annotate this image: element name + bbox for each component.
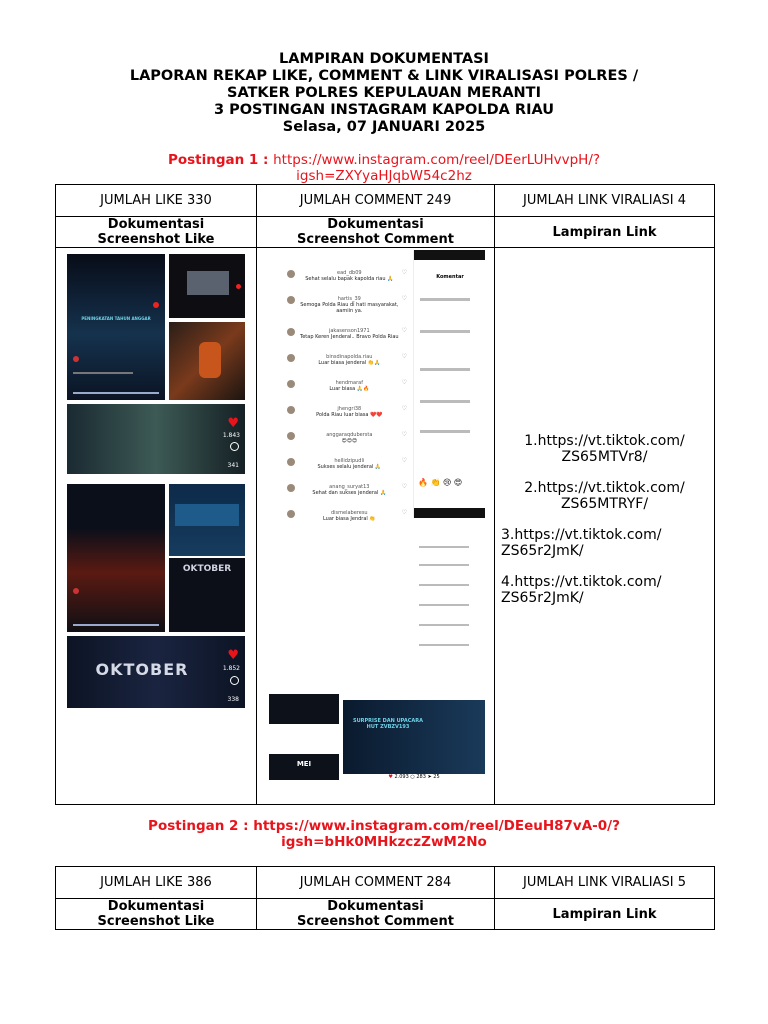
link-item-4[interactable] (501, 574, 708, 606)
post2-link-header: JUMLAH LINK VIRALIASI 5 (495, 867, 715, 899)
like-screenshot-2 (169, 254, 245, 318)
comment-author: jakasenson1971 (328, 328, 370, 334)
avatar (287, 354, 295, 362)
post2-like-header: JUMLAH LIKE 386 (56, 867, 257, 899)
post2-url-link-2[interactable]: igsh=bHk0MHkzczZwM2No (281, 834, 487, 850)
heart-icon (153, 302, 159, 308)
comment-item (287, 458, 407, 470)
stats-likes: 2.093 (394, 774, 409, 780)
comment-screenshot-right-1 (413, 250, 485, 518)
heart-icon (236, 284, 241, 289)
comment-screenshot-right-2 (413, 534, 485, 684)
like-screenshot-5 (67, 484, 165, 632)
stats-shares: 25 (433, 774, 440, 780)
komentar-title: Komentar (436, 274, 464, 280)
comment-item (287, 510, 407, 522)
comment-icon (230, 676, 239, 685)
comment-line (419, 584, 469, 586)
like-icon: ♡ (401, 509, 407, 516)
comment-line (420, 298, 470, 301)
comment-line (420, 330, 470, 333)
post1-table (55, 184, 715, 805)
comment-text: Tetap Keren Jenderal.. Bravo Polda Riau (300, 334, 399, 340)
link-item-3[interactable] (501, 527, 708, 559)
comment-item (287, 484, 407, 496)
comment-screenshot-stats (343, 774, 485, 804)
header-line-1: LAMPIRAN DOKUMENTASI (279, 51, 489, 67)
comment-author: jhengri38 (337, 406, 362, 412)
comment-screenshot-post-3 (343, 700, 485, 774)
link-2-part-b[interactable]: ZS65MTRYF/ (560, 496, 649, 512)
video-thumbnail (175, 504, 239, 526)
comment-item (287, 432, 407, 444)
screenshot-panel-text: PENINGKATAN TAHUN ANGGAR (81, 316, 151, 321)
avatar (287, 270, 295, 278)
post1-lampiran: Lampiran Link (495, 217, 715, 248)
header-line-2: LAPORAN REKAP LIKE, COMMENT & LINK VIRALISASI POLRES / (129, 68, 639, 84)
comment-screenshot-post-2 (269, 754, 339, 804)
comment-line (419, 604, 469, 606)
post2-doc-comment-line1: Dokumentasi (327, 899, 424, 914)
post1-comment-header: JUMLAH COMMENT 249 (257, 185, 495, 217)
comment-author: ead_db09 (337, 270, 362, 276)
comment-item (287, 380, 407, 392)
status-bar (414, 250, 485, 260)
avatar (73, 356, 79, 362)
comment-icon (230, 442, 239, 451)
comment-text: Luar biasa 🙏🔥 (329, 386, 370, 392)
like-screenshot-7 (169, 558, 245, 632)
nav-bar (414, 508, 485, 518)
post1-doc-comment (257, 217, 495, 248)
comment-author: hellidzipudli (334, 458, 365, 464)
avatar (287, 328, 295, 336)
post2-comment-header: JUMLAH COMMENT 284 (257, 867, 495, 899)
person-figure (199, 342, 221, 378)
like-icon: ♡ (401, 457, 407, 464)
like-count: 1.852 (222, 665, 240, 672)
like-screenshot-3 (169, 322, 245, 400)
post2-table (55, 866, 715, 930)
post1-doc-comment-line2: Screenshot Comment (297, 232, 454, 247)
comment-author: dismelaberesu (330, 510, 368, 516)
avatar (287, 432, 295, 440)
like-icon: ♡ (401, 327, 407, 334)
progress-bar (73, 624, 159, 626)
post2-url-link[interactable]: https://www.instagram.com/reel/DEeuH87vA-0/? (253, 818, 620, 834)
post1-like-screenshots (56, 248, 257, 805)
post2-doc-comment-line2: Screenshot Comment (297, 914, 454, 929)
comment-line (420, 430, 470, 433)
like-icon: ♡ (401, 483, 407, 490)
post2-lampiran: Lampiran Link (495, 899, 715, 930)
like-icon: ♡ (401, 379, 407, 386)
comment-line (419, 644, 469, 646)
comment-line (419, 546, 469, 548)
post1-link-header: JUMLAH LINK VIRALIASI 4 (495, 185, 715, 217)
comment-text: Luar biasa Jendral 👏 (322, 516, 376, 522)
comment-text: Semoga Polda Riau di hati masyarakat, aamiin ya. (300, 302, 399, 314)
like-icon: ♡ (401, 431, 407, 438)
emoji-row: 🔥 👏 😢 😍 (418, 478, 463, 487)
comment-item (287, 354, 407, 366)
post1-doc-like-line2: Screenshot Like (97, 232, 215, 247)
header-date: Selasa, 07 JANUARI 2025 (282, 119, 486, 135)
post1-doc-comment-line1: Dokumentasi (327, 217, 424, 232)
comment-item (287, 296, 407, 314)
comment-icon: ○ (410, 774, 415, 780)
header-line-3: SATKER POLRES KEPULAUAN MERANTI (227, 85, 541, 101)
post2-doc-like (56, 899, 257, 930)
post1-like-header: JUMLAH LIKE 330 (56, 185, 257, 217)
document-header (0, 51, 768, 136)
avatar (287, 406, 295, 414)
link-3-part-a[interactable]: 3.https://vt.tiktok.com/ (501, 527, 662, 543)
link-4-part-a[interactable]: 4.https://vt.tiktok.com/ (501, 574, 662, 590)
link-3-part-b[interactable]: ZS65r2JmK/ (501, 543, 584, 559)
comment-count: 338 (227, 696, 239, 703)
like-icon: ♡ (401, 353, 407, 360)
comment-item (287, 270, 407, 282)
comment-item (287, 406, 407, 418)
like-screenshot-6 (169, 484, 245, 556)
post1-comment-screenshots (257, 248, 495, 805)
comment-author: hendmaraf (335, 380, 363, 386)
oktober-banner: OKTOBER (95, 660, 189, 679)
caption-area (269, 724, 339, 752)
like-icon: ♡ (401, 405, 407, 412)
post1-title (0, 152, 768, 184)
caption-bar (73, 372, 133, 374)
post1-links (495, 248, 715, 805)
like-count: 1.843 (222, 432, 240, 439)
post2-label: Postingan 2 : (148, 818, 254, 834)
comment-line (420, 400, 470, 403)
caption-area (269, 780, 339, 804)
oktober-text: OKTOBER (182, 564, 232, 574)
post1-doc-like (56, 217, 257, 248)
surprise-text: SURPRISE DAN UPACARA HUT ZVBZV193 (353, 718, 423, 730)
comment-text: Sukses selalu jenderal 🙏 (317, 464, 382, 470)
heart-icon: ♥ (227, 648, 239, 663)
mei-text: MEI (296, 760, 312, 768)
like-screenshot-4 (67, 404, 245, 474)
avatar (73, 588, 79, 594)
comment-line (419, 624, 469, 626)
comment-author: binsdinapolda.riau (326, 354, 373, 360)
stats-comments: 283 (416, 774, 426, 780)
progress-bar (73, 392, 159, 394)
link-1-part-a[interactable]: 1.https://vt.tiktok.com/ (524, 433, 685, 449)
comment-count: 341 (227, 462, 239, 469)
comment-author: anang_suryat13 (329, 484, 370, 490)
comment-screenshot-post-1 (269, 694, 339, 752)
comment-item (287, 328, 407, 340)
like-screenshot-1 (67, 254, 165, 400)
post2-title (0, 818, 768, 850)
avatar (287, 510, 295, 518)
link-item-1[interactable] (501, 433, 708, 465)
post1-label: Postingan 1 : (167, 152, 274, 168)
comment-text: 😍😍😍 (341, 438, 358, 444)
avatar (287, 458, 295, 466)
heart-icon: ♥ (227, 416, 239, 431)
like-icon: ♡ (401, 295, 407, 302)
comment-text: Luar biasa jenderal 👏🙏 (318, 360, 381, 366)
link-item-2[interactable] (501, 480, 708, 512)
comment-text: Polda Riau luar biasa ❤️❤️ (316, 412, 383, 418)
link-1-part-b[interactable]: ZS65MTVr8/ (561, 449, 648, 465)
like-icon: ♡ (401, 269, 407, 276)
header-line-4: 3 POSTINGAN INSTAGRAM KAPOLDA RIAU (213, 102, 555, 118)
post1-url-link-2[interactable]: igsh=ZXYyaHJqbW54c2hz (296, 168, 472, 184)
link-4-part-b[interactable]: ZS65r2JmK/ (501, 590, 584, 606)
share-icon: ➤ (427, 774, 432, 780)
comment-author: anggaraqdubersta (326, 432, 373, 438)
comment-list (287, 270, 407, 690)
comment-author: hartis_39 (337, 296, 361, 302)
avatar (287, 484, 295, 492)
avatar (287, 296, 295, 304)
avatar (287, 380, 295, 388)
heart-icon: ♥ (388, 774, 393, 780)
comment-line (420, 368, 470, 371)
like-screenshot-8 (67, 636, 245, 708)
comment-line (419, 564, 469, 566)
post2-doc-comment (257, 899, 495, 930)
post2-doc-like-line2: Screenshot Like (97, 914, 215, 929)
video-thumbnail (187, 271, 229, 295)
post1-url-link[interactable]: https://www.instagram.com/reel/DEerLUHvvpH/? (273, 152, 601, 168)
post1-doc-like-line1: Dokumentasi (107, 217, 205, 232)
comment-text: Sehat selalu bapak kapolda riau 🙏 (305, 276, 394, 282)
post2-doc-like-line1: Dokumentasi (107, 899, 205, 914)
link-2-part-a[interactable]: 2.https://vt.tiktok.com/ (524, 480, 685, 496)
comment-text: Sehat dan sukses jenderal 🙏 (312, 490, 387, 496)
